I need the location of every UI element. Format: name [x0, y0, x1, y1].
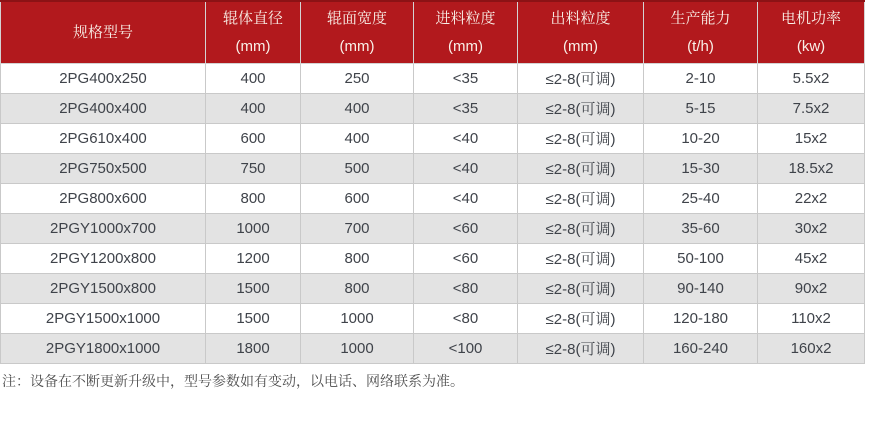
value-cell: <80 [414, 274, 518, 304]
value-cell: 90-140 [644, 274, 758, 304]
column-unit: (mm) [448, 37, 483, 55]
value-cell: ≤2-8(可调) [518, 154, 644, 184]
header-cell-discharge-size [518, 1, 644, 64]
column-unit: (t/h) [687, 37, 714, 55]
value-cell: 10-20 [644, 124, 758, 154]
model-cell: 2PG750x500 [1, 154, 206, 184]
value-cell: 7.5x2 [758, 94, 865, 124]
value-cell: ≤2-8(可调) [518, 274, 644, 304]
column-unit: (kw) [796, 37, 826, 55]
value-cell: 800 [206, 184, 301, 214]
column-label: 电机功率 [780, 9, 841, 27]
table-row [1, 334, 865, 364]
model-cell: 2PG610x400 [1, 124, 206, 154]
model-cell: 2PGY1200x800 [1, 244, 206, 274]
table-row [1, 274, 865, 304]
value-cell: <35 [414, 94, 518, 124]
value-cell: 25-40 [644, 184, 758, 214]
value-cell: 400 [301, 94, 414, 124]
header-cell-motor-power [758, 1, 865, 64]
value-cell: 18.5x2 [758, 154, 865, 184]
value-cell: 1500 [206, 274, 301, 304]
value-cell: ≤2-8(可调) [518, 64, 644, 94]
model-cell: 2PGY1800x1000 [1, 334, 206, 364]
value-cell: 30x2 [758, 214, 865, 244]
value-cell: 400 [301, 124, 414, 154]
table-row [1, 124, 865, 154]
value-cell: 1200 [206, 244, 301, 274]
value-cell: 15-30 [644, 154, 758, 184]
header-cell-capacity [644, 1, 758, 64]
value-cell: ≤2-8(可调) [518, 214, 644, 244]
model-cell: 2PGY1500x1000 [1, 304, 206, 334]
value-cell: 800 [301, 244, 414, 274]
value-cell: 50-100 [644, 244, 758, 274]
header-row [1, 1, 865, 64]
value-cell: ≤2-8(可调) [518, 304, 644, 334]
table-row [1, 154, 865, 184]
model-cell: 2PG800x600 [1, 184, 206, 214]
value-cell: 700 [301, 214, 414, 244]
header-cell-roller-diameter [206, 1, 301, 64]
column-unit: (mm) [339, 37, 375, 55]
value-cell: ≤2-8(可调) [518, 244, 644, 274]
table-body [1, 64, 865, 364]
value-cell: 160-240 [644, 334, 758, 364]
value-cell: <35 [414, 64, 518, 94]
value-cell: 500 [301, 154, 414, 184]
model-cell: 2PG400x400 [1, 94, 206, 124]
model-cell: 2PGY1500x800 [1, 274, 206, 304]
column-label: 出料粒度 [550, 9, 611, 27]
value-cell: 5-15 [644, 94, 758, 124]
value-cell: <40 [414, 154, 518, 184]
value-cell: 160x2 [758, 334, 865, 364]
header-cell-spec-model [1, 1, 206, 64]
value-cell: 110x2 [758, 304, 865, 334]
value-cell: 120-180 [644, 304, 758, 334]
table-row [1, 64, 865, 94]
value-cell: 400 [206, 64, 301, 94]
column-label: 进料粒度 [435, 9, 496, 27]
table-row [1, 304, 865, 334]
value-cell: <40 [414, 184, 518, 214]
value-cell: <80 [414, 304, 518, 334]
value-cell: <60 [414, 214, 518, 244]
value-cell: 400 [206, 94, 301, 124]
value-cell: <60 [414, 244, 518, 274]
value-cell: 750 [206, 154, 301, 184]
value-cell: <100 [414, 334, 518, 364]
value-cell: ≤2-8(可调) [518, 334, 644, 364]
table-row [1, 244, 865, 274]
value-cell: 600 [206, 124, 301, 154]
value-cell: 2-10 [644, 64, 758, 94]
value-cell: 250 [301, 64, 414, 94]
value-cell: 1000 [301, 304, 414, 334]
column-label: 辊面宽度 [326, 9, 387, 27]
table-row [1, 94, 865, 124]
column-label: 生产能力 [670, 9, 731, 27]
column-unit: (mm) [563, 37, 598, 55]
value-cell: <40 [414, 124, 518, 154]
value-cell: 1800 [206, 334, 301, 364]
value-cell: 1500 [206, 304, 301, 334]
table-row [1, 184, 865, 214]
value-cell: 5.5x2 [758, 64, 865, 94]
value-cell: ≤2-8(可调) [518, 94, 644, 124]
header-cell-roller-width [301, 1, 414, 64]
value-cell: 45x2 [758, 244, 865, 274]
model-cell: 2PG400x250 [1, 64, 206, 94]
value-cell: 600 [301, 184, 414, 214]
value-cell: 1000 [301, 334, 414, 364]
value-cell: 800 [301, 274, 414, 304]
column-label: 规格型号 [72, 23, 133, 41]
header-cell-feed-size [414, 1, 518, 64]
footnote: 注：设备在不断更新升级中，型号参数如有变动，以电话、网络联系为准。 [2, 373, 464, 389]
column-unit: (mm) [235, 37, 271, 55]
value-cell: 22x2 [758, 184, 865, 214]
value-cell: 35-60 [644, 214, 758, 244]
value-cell: 1000 [206, 214, 301, 244]
column-label: 辊体直径 [222, 9, 283, 27]
value-cell: 90x2 [758, 274, 865, 304]
value-cell: ≤2-8(可调) [518, 124, 644, 154]
model-cell: 2PGY1000x700 [1, 214, 206, 244]
value-cell: ≤2-8(可调) [518, 184, 644, 214]
value-cell: 15x2 [758, 124, 865, 154]
table-row [1, 214, 865, 244]
